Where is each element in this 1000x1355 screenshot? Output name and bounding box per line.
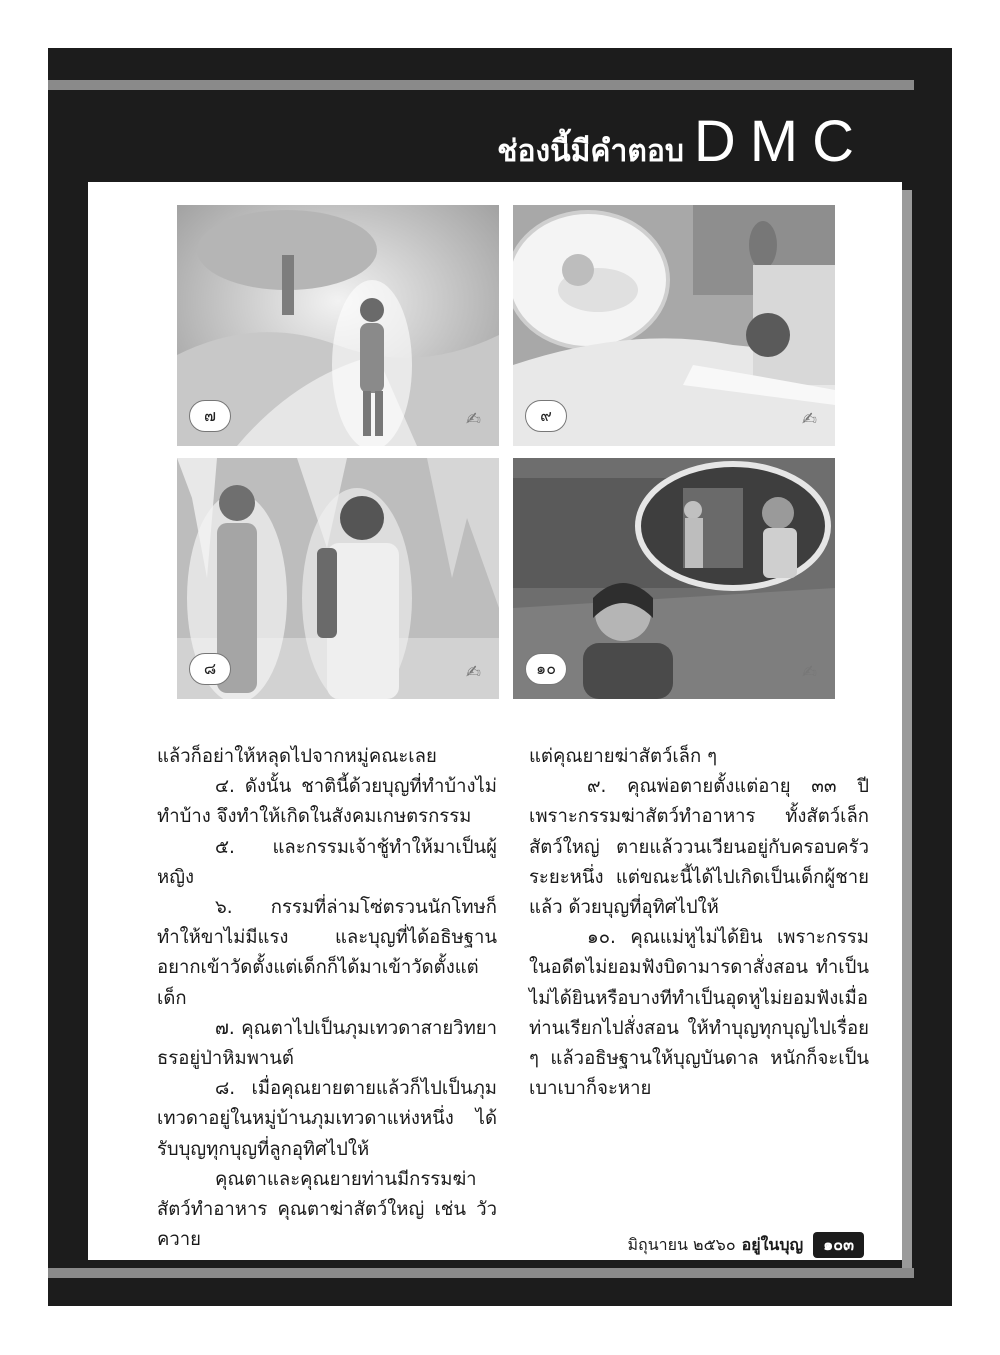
paragraph: ๗. คุณตาไปเป็นภุมเทวดาสายวิทยาธรอยู่ป่าหิมพานต์ bbox=[157, 1017, 497, 1070]
bottom-stripe bbox=[48, 1268, 914, 1278]
paragraph: ๕. และกรรมเจ้าชู้ทำให้มาเป็นผู้หญิง bbox=[157, 836, 497, 888]
column-header bbox=[88, 108, 868, 180]
header-title-thai: ช่องนี้มีคำตอบ bbox=[497, 134, 684, 169]
paragraph: ๘. เมื่อคุณยายตายแล้วก็ไปเป็นภุมเทวดาอยู่ในหมู่บ้านภุมเทวดาแห่งหนึ่ง ได้รับบุญทุกบุญที่ลูกอุทิศไปให้ bbox=[157, 1078, 497, 1160]
watermark-icon: ✍ bbox=[801, 662, 817, 683]
paragraph: ๖. กรรมที่ล่ามโซ่ตรวนนักโทษก็ทำให้ขาไม่มีแรง และบุญที่ได้อธิษฐานอยากเข้าวัดตั้งแต่เด็กก็ได้มาเข้าวัดตั้งแต่เด็ก bbox=[157, 897, 497, 1009]
footer-issue: มิถุนายน ๒๕๖๐ bbox=[627, 1235, 736, 1254]
watermark-icon: ✍ bbox=[801, 409, 817, 430]
illustration-8 bbox=[177, 458, 499, 699]
page-footer bbox=[627, 1232, 864, 1258]
illustration-9 bbox=[513, 205, 835, 446]
paragraph: แล้วก็อย่าให้หลุดไปจากหมู่คณะเลย bbox=[157, 746, 437, 767]
paragraph: ๑๐. คุณแม่หูไม่ได้ยิน เพราะกรรมในอดีตไม่ยอมฟังบิดามารดาสั่งสอน ทำเป็นไม่ได้ยินหรือบางทีทำเป็นอุดหูไม่ยอมฟังเมื่อท่านเรียกไปสั่งสอน ให้ทำบุญทุกบุญไปเรื่อย ๆ แล้วอธิษฐานให้บุญบันดาล หนักก็จะเป็นเบาเบาก็จะหาย bbox=[529, 927, 869, 1100]
paragraph: ๙. คุณพ่อตายตั้งแต่อายุ ๓๓ ปี เพราะกรรมฆ่าสัตว์ทำอาหาร ทั้งสัตว์เล็กสัตว์ใหญ่ ตายแล้ววนเวียนอยู่กับครอบครัวระยะหนึ่ง แต่ขณะนี้ได้ไปเกิดเป็นเด็กผู้ชายแล้ว ด้วยบุญที่อุทิศไปให้ bbox=[529, 776, 869, 919]
watermark-icon: ✍ bbox=[465, 409, 481, 430]
footer-magazine: อยู่ในบุญ bbox=[741, 1235, 804, 1254]
page-number: ๑๐๓ bbox=[813, 1232, 864, 1258]
left-text-column bbox=[157, 742, 497, 1255]
paper-shadow bbox=[902, 190, 912, 1268]
header-title-dmc: DMC bbox=[693, 109, 868, 174]
right-text-column bbox=[529, 742, 869, 1104]
paragraph: คุณตาและคุณยายท่านมีกรรมฆ่าสัตว์ทำอาหาร คุณตาฆ่าสัตว์ใหญ่ เช่น วัว ควาย bbox=[157, 1168, 497, 1251]
illustration-7 bbox=[177, 205, 499, 446]
paragraph: ๔. ดังนั้น ชาตินี้ด้วยบุญที่ทำบ้างไม่ทำบ้าง จึงทำให้เกิดในสังคมเกษตรกรรม bbox=[157, 776, 497, 828]
illustration-number: ๗ bbox=[189, 400, 231, 432]
illustration-10 bbox=[513, 458, 835, 699]
top-stripe bbox=[48, 80, 914, 90]
illustration-number: ๙ bbox=[525, 400, 567, 432]
watermark-icon: ✍ bbox=[465, 662, 481, 683]
illustration-number: ๘ bbox=[189, 653, 231, 685]
illustration-number: ๑๐ bbox=[525, 653, 567, 685]
paragraph: แต่คุณยายฆ่าสัตว์เล็ก ๆ bbox=[529, 746, 718, 767]
